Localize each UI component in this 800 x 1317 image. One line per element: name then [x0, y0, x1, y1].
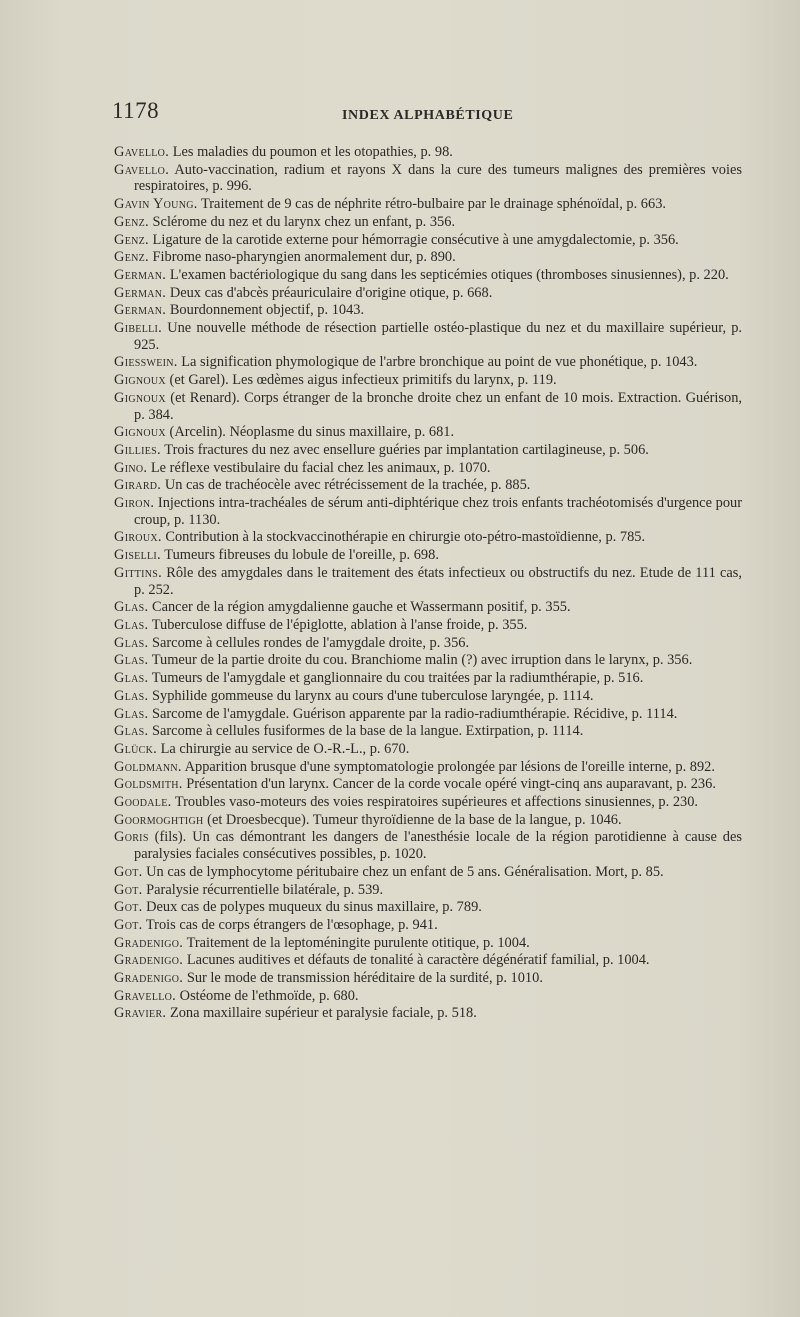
entry-author: Girard. [114, 477, 162, 494]
entry-text: (fils). Un cas démontrant les dangers de l'anesthésie locale de la région parotidienne à cause des paralysies faciales consécutives possibles, p. 1020. [134, 829, 742, 863]
entry-text: La signification phymologique de l'arbre bronchique au point de vue phonétique, p. 1043. [181, 354, 698, 371]
index-entry [114, 1005, 742, 1022]
index-entry [114, 741, 742, 758]
entry-author: Glas. [114, 599, 149, 616]
entry-text: Troubles vaso-moteurs des voies respiratoires supérieures et affections sinusiennes, p. 230. [174, 794, 699, 811]
entry-author: Giron. [114, 495, 155, 512]
index-entry [114, 899, 742, 916]
entry-text: Syphilide gommeuse du larynx au cours d'une tuberculose laryngée, p. 1114. [152, 687, 594, 704]
entry-author: Glas. [114, 652, 149, 669]
index-entry [114, 442, 742, 459]
page-number: 1178 [112, 98, 160, 123]
index-entry [114, 162, 742, 195]
index-entry [114, 495, 742, 528]
entry-text: Bourdonnement objectif, p. 1043. [169, 302, 365, 319]
entry-text: Sur le mode de transmission héréditaire de la surdité, p. 1010. [186, 970, 543, 987]
entry-author: Gillies. [114, 441, 161, 458]
index-entry [114, 864, 742, 881]
entry-author: Giselli. [114, 547, 161, 564]
entry-text: Cancer de la région amygdalienne gauche et Wassermann positif, p. 355. [152, 599, 571, 616]
index-entry [114, 354, 742, 371]
entry-text: Trois fractures du nez avec ensellure guéries par implantation cartilagineuse, p. 506. [164, 441, 649, 458]
index-entry [114, 917, 742, 934]
index-entry [114, 935, 742, 952]
index-entry [114, 285, 742, 302]
entry-text: (et Droesbecque). Tumeur thyroïdienne de la base de la langue, p. 1046. [207, 811, 622, 828]
index-entry [114, 670, 742, 687]
entry-author: Goldsmith. [114, 776, 183, 793]
entry-author: Gavello. [114, 144, 170, 160]
entry-author: Giesswein. [114, 354, 178, 371]
entry-text: Tumeurs fibreuses du lobule de l'oreille, p. 698. [164, 547, 439, 564]
entry-text: Un cas de lymphocytome péritubaire chez un enfant de 5 ans. Généralisation. Mort, p. 85. [146, 863, 664, 880]
index-entry [114, 302, 742, 319]
index-entry [114, 320, 742, 353]
entry-text: Traitement de 9 cas de néphrite rétro-bulbaire par le drainage sphénoïdal, p. 663. [200, 196, 666, 213]
entry-author: Gravello. [114, 987, 177, 1004]
entry-text: Sarcome de l'amygdale. Guérison apparente par la radio-radiumthérapie. Récidive, p. 1114. [152, 705, 678, 722]
entry-text: (Arcelin). Néoplasme du sinus maxillaire, p. 681. [169, 424, 455, 441]
entry-author: Goris [114, 829, 149, 846]
entry-author: Glas. [114, 670, 149, 687]
index-entry [114, 460, 742, 477]
entry-author: Glas. [114, 705, 149, 722]
entry-author: German. [114, 284, 167, 301]
entry-text: Deux cas d'abcès préauriculaire d'origine otique, p. 668. [169, 284, 493, 301]
entry-text: Traitement de la leptoméningite purulente otitique, p. 1004. [186, 934, 530, 951]
entry-author: Genz. [114, 231, 149, 248]
entry-author: Gino. [114, 459, 148, 476]
entry-author: Genz. [114, 213, 149, 230]
index-entry [114, 970, 742, 987]
entry-author: Gradenigo. [114, 934, 184, 951]
entry-author: Gibelli. [114, 320, 163, 337]
index-entry [114, 794, 742, 811]
entry-text: Deux cas de polypes muqueux du sinus maxillaire, p. 789. [146, 899, 482, 916]
running-title: INDEX ALPHABÉTIQUE [342, 108, 514, 123]
entry-author: Got. [114, 899, 143, 916]
index-entry [114, 829, 742, 862]
entry-author: Got. [114, 916, 143, 933]
entry-text: Tumeurs de l'amygdale et ganglionnaire du cou traitées par la radiumthérapie, p. 516. [151, 670, 644, 687]
entry-text: Sarcome à cellules rondes de l'amygdale droite, p. 356. [152, 634, 470, 651]
entry-author: Got. [114, 881, 143, 898]
entry-author: Glas. [114, 634, 149, 651]
entry-text: L'examen bactériologique du sang dans les septicémies otiques (thromboses sinusiennes), p. 220. [169, 266, 729, 283]
entry-text: Sarcome à cellules fusiformes de la base de la langue. Extirpation, p. 1114. [152, 723, 584, 740]
entry-author: German. [114, 302, 167, 319]
entry-author: Gavin Young. [114, 196, 198, 213]
entry-text: Sclérome du nez et du larynx chez un enfant, p. 356. [152, 213, 456, 230]
entry-text: Lacunes auditives et défauts de tonalité à caractère dégénératif familial, p. 1004. [186, 952, 650, 969]
index-entry [114, 599, 742, 616]
index-entry [114, 267, 742, 284]
entry-text: Le réflexe vestibulaire du facial chez les animaux, p. 1070. [150, 459, 491, 476]
entry-text: Trois cas de corps étrangers de l'œsophage, p. 941. [145, 916, 438, 933]
entry-author: Gradenigo. [114, 952, 184, 969]
index-entry [114, 424, 742, 441]
index-entry [114, 477, 742, 494]
index-entry [114, 988, 742, 1005]
entry-text: (et Garel). Les œdèmes aigus infectieux primitifs du larynx, p. 119. [169, 372, 557, 389]
entry-text: Apparition brusque d'une symptomatologie prolongée par lésions de l'oreille interne, p. 892. [184, 758, 715, 775]
entry-author: Gignoux [114, 372, 166, 389]
index-entry [114, 372, 742, 389]
index-entry [114, 688, 742, 705]
entry-text: Auto-vaccination, radium et rayons X dans la cure des tumeurs malignes des premières voies respiratoires, p. 996. [134, 161, 742, 195]
entry-text: Ostéome de l'ethmoïde, p. 680. [179, 987, 359, 1004]
index-entry [114, 547, 742, 564]
entry-author: Gradenigo. [114, 970, 184, 987]
entry-text: Zona maxillaire supérieur et paralysie faciale, p. 518. [169, 1005, 477, 1022]
index-entry [114, 723, 742, 740]
index-entry [114, 882, 742, 899]
entry-author: Gittins. [114, 564, 163, 581]
entry-author: Got. [114, 863, 143, 880]
entry-text: La chirurgie au service de O.-R.-L., p. 670. [160, 740, 410, 757]
index-entry [114, 635, 742, 652]
entry-text: Tuberculose diffuse de l'épiglotte, ablation à l'anse froide, p. 355. [151, 616, 528, 633]
entry-author: Genz. [114, 249, 149, 266]
entry-text: Tumeur de la partie droite du cou. Branchiome malin (?) avec irruption dans le larynx, p. 356. [151, 652, 693, 669]
index-entry [114, 232, 742, 249]
entry-text: Une nouvelle méthode de résection partielle ostéo-plastique du nez et du maxillaire supérieur, p. 925. [134, 320, 742, 353]
entry-author: Goormoghtigh [114, 811, 204, 828]
entry-text: Ligature de la carotide externe pour hémorragie consécutive à une amygdalectomie, p. 356. [152, 231, 679, 248]
page-header [112, 98, 742, 128]
entry-author: Glas. [114, 723, 149, 740]
entry-author: German. [114, 266, 167, 283]
index-entry [114, 617, 742, 634]
index-entry [114, 214, 742, 231]
entry-text: Paralysie récurrentielle bilatérale, p. 539. [146, 881, 384, 898]
entry-author: Glück. [114, 740, 158, 757]
entry-text: Présentation d'un larynx. Cancer de la corde vocale opéré vingt-cinq ans auparavant, p. 236. [186, 776, 716, 793]
index-entry [114, 759, 742, 776]
entry-author: Gavello. [114, 161, 170, 178]
index-entry [114, 529, 742, 546]
entry-author: Glas. [114, 687, 149, 704]
entry-author: Gignoux [114, 424, 166, 441]
index-entry [114, 565, 742, 598]
entry-text: Contribution à la stockvaccinothérapie en chirurgie oto-pétro-mastoïdienne, p. 785. [165, 529, 646, 546]
entry-author: Goldmann. [114, 758, 182, 775]
entry-author: Giroux. [114, 529, 162, 546]
entry-text: Les maladies du poumon et les otopathies, p. 98. [172, 144, 453, 160]
entry-author: Goodale. [114, 794, 172, 811]
index-entry [114, 144, 742, 161]
entry-author: Gravier. [114, 1005, 167, 1022]
index-entry [114, 952, 742, 969]
entry-text: Rôle des amygdales dans le traitement des états infectieux ou obstructifs du nez. Etude de 111 cas, p. 252. [134, 564, 742, 598]
index-entry [114, 652, 742, 669]
entry-author: Glas. [114, 616, 149, 633]
entry-text: Injections intra-trachéales de sérum anti-diphtérique chez trois enfants trachéotomisés d'urgence pour croup, p. 1130. [134, 495, 743, 528]
entry-text: (et Renard). Corps étranger de la bronche droite chez un enfant de 10 mois. Extraction. Guérison, p. 384. [134, 389, 742, 423]
index-entry [114, 390, 742, 423]
index-entry [114, 812, 742, 829]
index-entry [114, 706, 742, 723]
entry-text: Fibrome naso-pharyngien anormalement dur, p. 890. [152, 249, 456, 266]
index-entry [114, 249, 742, 266]
index-entry [114, 776, 742, 793]
entry-author: Gignoux [114, 389, 166, 406]
index-entry [114, 196, 742, 213]
index-entries [114, 144, 742, 1023]
entry-text: Un cas de trachéocèle avec rétrécissement de la trachée, p. 885. [164, 477, 531, 494]
